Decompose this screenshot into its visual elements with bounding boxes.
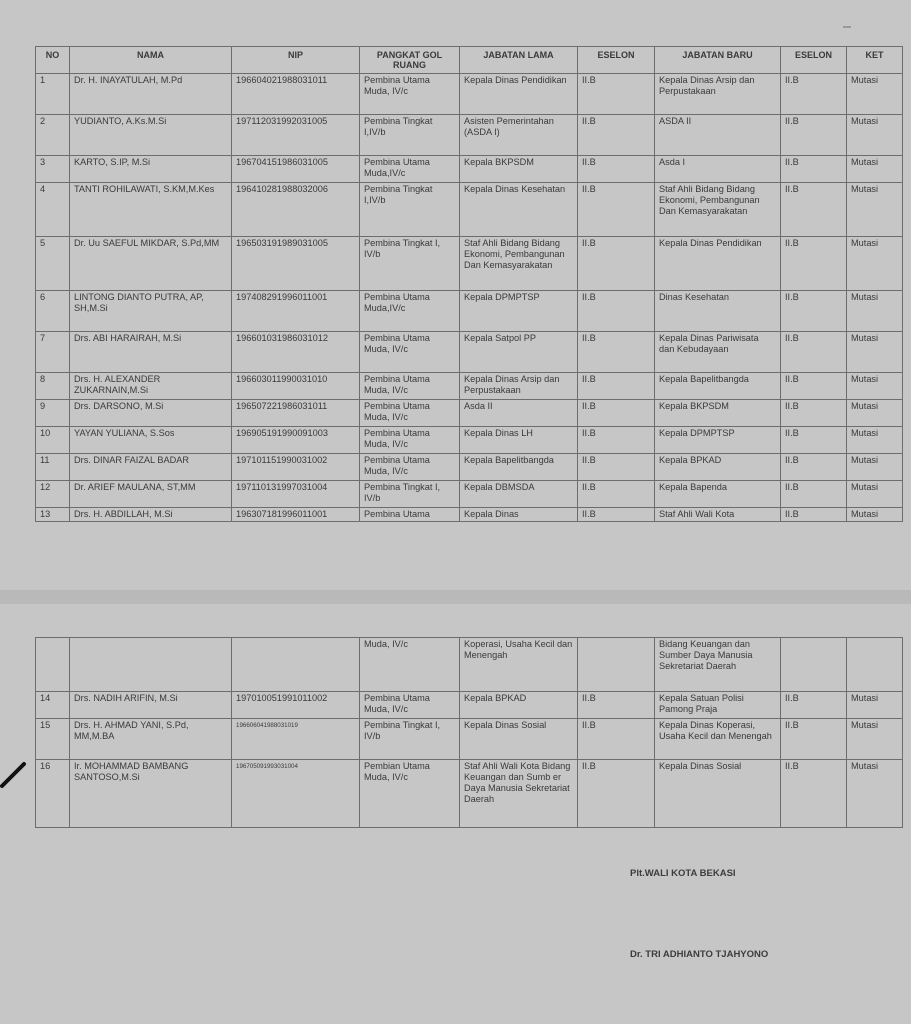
table-row bbox=[36, 508, 903, 522]
cell-nama: YAYAN YULIANA, S.Sos bbox=[70, 427, 232, 454]
cell-nip: 196905191990091003 bbox=[232, 427, 360, 454]
cell-jabatan-lama: Staf Ahli Wali Kota Bidang Keuangan dan Sumb er Daya Manusia Sekretariat Daerah bbox=[460, 760, 578, 828]
pen-stroke-mark bbox=[0, 756, 30, 792]
cell-pangkat: Pembina Utama Muda,IV/c bbox=[360, 291, 460, 332]
cell-pangkat: Pembina Tingkat I, IV/b bbox=[360, 719, 460, 760]
cell-nip: 196606041988031019 bbox=[232, 719, 360, 760]
cell-jabatan-baru: Kepala Bapenda bbox=[655, 481, 781, 508]
cell-eselon-baru: II.B bbox=[781, 183, 847, 237]
header-jabatan-lama: JABATAN LAMA bbox=[460, 47, 578, 74]
cell-no: 13 bbox=[36, 508, 70, 522]
cell-eselon-lama: II.B bbox=[578, 508, 655, 522]
table-row bbox=[36, 291, 903, 332]
cell-jabatan-lama: Kepala Dinas LH bbox=[460, 427, 578, 454]
cell-jabatan-baru: Kepala Dinas Koperasi, Usaha Kecil dan Menengah bbox=[655, 719, 781, 760]
cell-jabatan-lama: Asda II bbox=[460, 400, 578, 427]
table-row bbox=[36, 427, 903, 454]
cell-eselon-lama: II.B bbox=[578, 115, 655, 156]
cell-eselon-lama: II.B bbox=[578, 237, 655, 291]
cell-jabatan-baru: Kepala Dinas Sosial bbox=[655, 760, 781, 828]
table-row bbox=[36, 332, 903, 373]
cell-pangkat: Pembina Tingkat I,IV/b bbox=[360, 183, 460, 237]
cell-jabatan-baru: ASDA II bbox=[655, 115, 781, 156]
cell-no: 2 bbox=[36, 115, 70, 156]
cell-no: 3 bbox=[36, 156, 70, 183]
cell-nip: 197112031992031005 bbox=[232, 115, 360, 156]
table-row bbox=[36, 74, 903, 115]
cell-eselon-lama bbox=[578, 638, 655, 692]
cell-pangkat: Pembian Utama Muda, IV/c bbox=[360, 760, 460, 828]
cell-eselon-baru: II.B bbox=[781, 74, 847, 115]
cell-ket: Mutasi bbox=[847, 115, 903, 156]
cell-eselon-lama: II.B bbox=[578, 481, 655, 508]
cell-ket: Mutasi bbox=[847, 237, 903, 291]
cell-jabatan-lama: Kepala Dinas Sosial bbox=[460, 719, 578, 760]
table-row bbox=[36, 719, 903, 760]
cell-eselon-baru: II.B bbox=[781, 481, 847, 508]
cell-nama: Dr. Uu SAEFUL MIKDAR, S.Pd,MM bbox=[70, 237, 232, 291]
cell-ket bbox=[847, 638, 903, 692]
signature-title: Plt.WALI KOTA BEKASI bbox=[630, 868, 736, 879]
cell-nama: YUDIANTO, A.Ks.M.Si bbox=[70, 115, 232, 156]
cell-no: 8 bbox=[36, 373, 70, 400]
table-row bbox=[36, 760, 903, 828]
cell-eselon-lama: II.B bbox=[578, 692, 655, 719]
table-row bbox=[36, 400, 903, 427]
cell-pangkat: Pembina Utama Muda, IV/c bbox=[360, 454, 460, 481]
cell-eselon-baru: II.B bbox=[781, 760, 847, 828]
cell-ket: Mutasi bbox=[847, 508, 903, 522]
cell-pangkat: Muda, IV/c bbox=[360, 638, 460, 692]
header-jabatan-baru: JABATAN BARU bbox=[655, 47, 781, 74]
cell-jabatan-baru: Kepala Satuan Polisi Pamong Praja bbox=[655, 692, 781, 719]
cell-ket: Mutasi bbox=[847, 156, 903, 183]
signature-name: Dr. TRI ADHIANTO TJAHYONO bbox=[630, 949, 769, 960]
cell-eselon-baru: II.B bbox=[781, 719, 847, 760]
cell-ket: Mutasi bbox=[847, 332, 903, 373]
cell-ket: Mutasi bbox=[847, 183, 903, 237]
cell-eselon-baru: II.B bbox=[781, 692, 847, 719]
cell-eselon-lama: II.B bbox=[578, 454, 655, 481]
cell-eselon-lama: II.B bbox=[578, 427, 655, 454]
cell-jabatan-baru: Kepala Dinas Pendidikan bbox=[655, 237, 781, 291]
header-eselon-baru: ESELON bbox=[781, 47, 847, 74]
cell-eselon-lama: II.B bbox=[578, 719, 655, 760]
cell-nama: Drs. ABI HARAIRAH, M.Si bbox=[70, 332, 232, 373]
cell-pangkat: Pembina Utama Muda, IV/c bbox=[360, 332, 460, 373]
mutation-table-top bbox=[35, 46, 903, 522]
cell-jabatan-lama: Kepala Satpol PP bbox=[460, 332, 578, 373]
cell-eselon-baru bbox=[781, 638, 847, 692]
cell-pangkat: Pembina Utama Muda, IV/c bbox=[360, 373, 460, 400]
cell-nip: 196503191989031005 bbox=[232, 237, 360, 291]
cell-nip: 196705091993031004 bbox=[232, 760, 360, 828]
cell-nip: 196603011990031010 bbox=[232, 373, 360, 400]
cell-ket: Mutasi bbox=[847, 760, 903, 828]
cell-nama bbox=[70, 638, 232, 692]
cell-ket: Mutasi bbox=[847, 373, 903, 400]
cell-eselon-lama: II.B bbox=[578, 291, 655, 332]
cell-nip: 196604021988031011 bbox=[232, 74, 360, 115]
table-row bbox=[36, 373, 903, 400]
cell-eselon-baru: II.B bbox=[781, 400, 847, 427]
cell-jabatan-baru: Dinas Kesehatan bbox=[655, 291, 781, 332]
cell-eselon-baru: II.B bbox=[781, 508, 847, 522]
cell-nip: 197110131997031004 bbox=[232, 481, 360, 508]
cell-jabatan-lama: Kepala BPKAD bbox=[460, 692, 578, 719]
cell-jabatan-baru: Kepala DPMPTSP bbox=[655, 427, 781, 454]
cell-jabatan-baru: Kepala Dinas Arsip dan Perpustakaan bbox=[655, 74, 781, 115]
cell-no: 9 bbox=[36, 400, 70, 427]
cell-jabatan-lama: Kepala BKPSDM bbox=[460, 156, 578, 183]
cell-nip bbox=[232, 638, 360, 692]
table-row bbox=[36, 692, 903, 719]
cell-nip: 196307181996011001 bbox=[232, 508, 360, 522]
cell-no: 15 bbox=[36, 719, 70, 760]
cell-nama: Drs. H. AHMAD YANI, S.Pd, MM,M.BA bbox=[70, 719, 232, 760]
cell-no: 5 bbox=[36, 237, 70, 291]
cell-jabatan-baru: Staf Ahli Bidang Bidang Ekonomi, Pembangunan Dan Kemasyarakatan bbox=[655, 183, 781, 237]
cell-ket: Mutasi bbox=[847, 74, 903, 115]
cell-ket: Mutasi bbox=[847, 692, 903, 719]
table-header-row bbox=[36, 47, 903, 74]
cell-jabatan-baru: Staf Ahli Wali Kota bbox=[655, 508, 781, 522]
cell-jabatan-baru: Asda I bbox=[655, 156, 781, 183]
cell-nama: Ir. MOHAMMAD BAMBANG SANTOSO,M.Si bbox=[70, 760, 232, 828]
cell-jabatan-baru: Bidang Keuangan dan Sumber Daya Manusia Sekretariat Daerah bbox=[655, 638, 781, 692]
cell-jabatan-baru: Kepala Dinas Pariwisata dan Kebudayaan bbox=[655, 332, 781, 373]
header-nama: NAMA bbox=[70, 47, 232, 74]
cell-nip: 196410281988032006 bbox=[232, 183, 360, 237]
cell-no: 4 bbox=[36, 183, 70, 237]
page-break bbox=[0, 590, 911, 604]
cell-no: 7 bbox=[36, 332, 70, 373]
cell-eselon-baru: II.B bbox=[781, 427, 847, 454]
cell-jabatan-lama: Kepala Dinas bbox=[460, 508, 578, 522]
header-nip: NIP bbox=[232, 47, 360, 74]
mutation-table-bottom bbox=[35, 637, 903, 828]
header-pangkat: PANGKAT GOL RUANG bbox=[360, 47, 460, 74]
cell-nama: Drs. DARSONO, M.Si bbox=[70, 400, 232, 427]
header-ket: KET bbox=[847, 47, 903, 74]
cell-jabatan-lama: Staf Ahli Bidang Bidang Ekonomi, Pembangunan Dan Kemasyarakatan bbox=[460, 237, 578, 291]
cell-jabatan-lama: Kepala Bapelitbangda bbox=[460, 454, 578, 481]
cell-eselon-baru: II.B bbox=[781, 291, 847, 332]
cell-nip: 197010051991011002 bbox=[232, 692, 360, 719]
cell-nama: Dr. ARIEF MAULANA, ST,MM bbox=[70, 481, 232, 508]
cell-ket: Mutasi bbox=[847, 427, 903, 454]
cell-eselon-baru: II.B bbox=[781, 373, 847, 400]
cell-nama: LINTONG DIANTO PUTRA, AP, SH,M.Si bbox=[70, 291, 232, 332]
cell-pangkat: Pembina Utama Muda,IV/c bbox=[360, 156, 460, 183]
cell-jabatan-baru: Kepala BKPSDM bbox=[655, 400, 781, 427]
header-no: NO bbox=[36, 47, 70, 74]
cell-no: 12 bbox=[36, 481, 70, 508]
cell-eselon-lama: II.B bbox=[578, 332, 655, 373]
cell-nama: Drs. DINAR FAIZAL BADAR bbox=[70, 454, 232, 481]
cell-pangkat: Pembina Utama bbox=[360, 508, 460, 522]
cell-nip: 196601031986031012 bbox=[232, 332, 360, 373]
cell-ket: Mutasi bbox=[847, 291, 903, 332]
table-row bbox=[36, 183, 903, 237]
cell-no: 16 bbox=[36, 760, 70, 828]
cell-no bbox=[36, 638, 70, 692]
cell-pangkat: Pembina Utama Muda, IV/c bbox=[360, 692, 460, 719]
table-row bbox=[36, 638, 903, 692]
cell-jabatan-lama: Kepala DPMPTSP bbox=[460, 291, 578, 332]
cell-eselon-lama: II.B bbox=[578, 373, 655, 400]
cell-nama: Drs. H. ABDILLAH, M.Si bbox=[70, 508, 232, 522]
cell-eselon-lama: II.B bbox=[578, 74, 655, 115]
cell-eselon-baru: II.B bbox=[781, 115, 847, 156]
table-row bbox=[36, 481, 903, 508]
cell-ket: Mutasi bbox=[847, 400, 903, 427]
cell-pangkat: Pembina Tingkat I, IV/b bbox=[360, 237, 460, 291]
cell-jabatan-lama: Kepala Dinas Kesehatan bbox=[460, 183, 578, 237]
cell-eselon-baru: II.B bbox=[781, 156, 847, 183]
cell-no: 10 bbox=[36, 427, 70, 454]
cell-nip: 196704151986031005 bbox=[232, 156, 360, 183]
cell-eselon-lama: II.B bbox=[578, 400, 655, 427]
cell-ket: Mutasi bbox=[847, 719, 903, 760]
cell-jabatan-lama: Koperasi, Usaha Kecil dan Menengah bbox=[460, 638, 578, 692]
cell-eselon-baru: II.B bbox=[781, 332, 847, 373]
table-row bbox=[36, 156, 903, 183]
cell-pangkat: Pembina Utama Muda, IV/c bbox=[360, 74, 460, 115]
table-row bbox=[36, 237, 903, 291]
cell-eselon-lama: II.B bbox=[578, 760, 655, 828]
cell-no: 6 bbox=[36, 291, 70, 332]
cell-no: 1 bbox=[36, 74, 70, 115]
cell-jabatan-baru: Kepala BPKAD bbox=[655, 454, 781, 481]
cell-jabatan-baru: Kepala Bapelitbangda bbox=[655, 373, 781, 400]
cell-nama: Drs. NADIH ARIFIN, M.Si bbox=[70, 692, 232, 719]
cell-eselon-baru: II.B bbox=[781, 237, 847, 291]
cell-nama: Dr. H. INAYATULAH, M.Pd bbox=[70, 74, 232, 115]
cell-nip: 197101151990031002 bbox=[232, 454, 360, 481]
cell-pangkat: Pembina Utama Muda, IV/c bbox=[360, 427, 460, 454]
cell-eselon-lama: II.B bbox=[578, 156, 655, 183]
cell-eselon-baru: II.B bbox=[781, 454, 847, 481]
cell-pangkat: Pembina Tingkat I, IV/b bbox=[360, 481, 460, 508]
table-row bbox=[36, 115, 903, 156]
cell-jabatan-lama: Kepala DBMSDA bbox=[460, 481, 578, 508]
cell-nip: 196507221986031011 bbox=[232, 400, 360, 427]
cell-eselon-lama: II.B bbox=[578, 183, 655, 237]
cell-jabatan-lama: Kepala Dinas Pendidikan bbox=[460, 74, 578, 115]
cell-jabatan-lama: Asisten Pemerintahan (ASDA I) bbox=[460, 115, 578, 156]
cell-no: 11 bbox=[36, 454, 70, 481]
cell-nama: Drs. H. ALEXANDER ZUKARNAIN,M.Si bbox=[70, 373, 232, 400]
cell-nip: 197408291996011001 bbox=[232, 291, 360, 332]
cell-pangkat: Pembina Tingkat I,IV/b bbox=[360, 115, 460, 156]
cell-ket: Mutasi bbox=[847, 481, 903, 508]
cell-ket: Mutasi bbox=[847, 454, 903, 481]
header-eselon-lama: ESELON bbox=[578, 47, 655, 74]
corner-mark bbox=[843, 26, 851, 28]
cell-no: 14 bbox=[36, 692, 70, 719]
table-row bbox=[36, 454, 903, 481]
cell-pangkat: Pembina Utama Muda, IV/c bbox=[360, 400, 460, 427]
cell-nama: KARTO, S.IP, M.Si bbox=[70, 156, 232, 183]
cell-nama: TANTI ROHILAWATI, S.KM,M.Kes bbox=[70, 183, 232, 237]
cell-jabatan-lama: Kepala Dinas Arsip dan Perpustakaan bbox=[460, 373, 578, 400]
